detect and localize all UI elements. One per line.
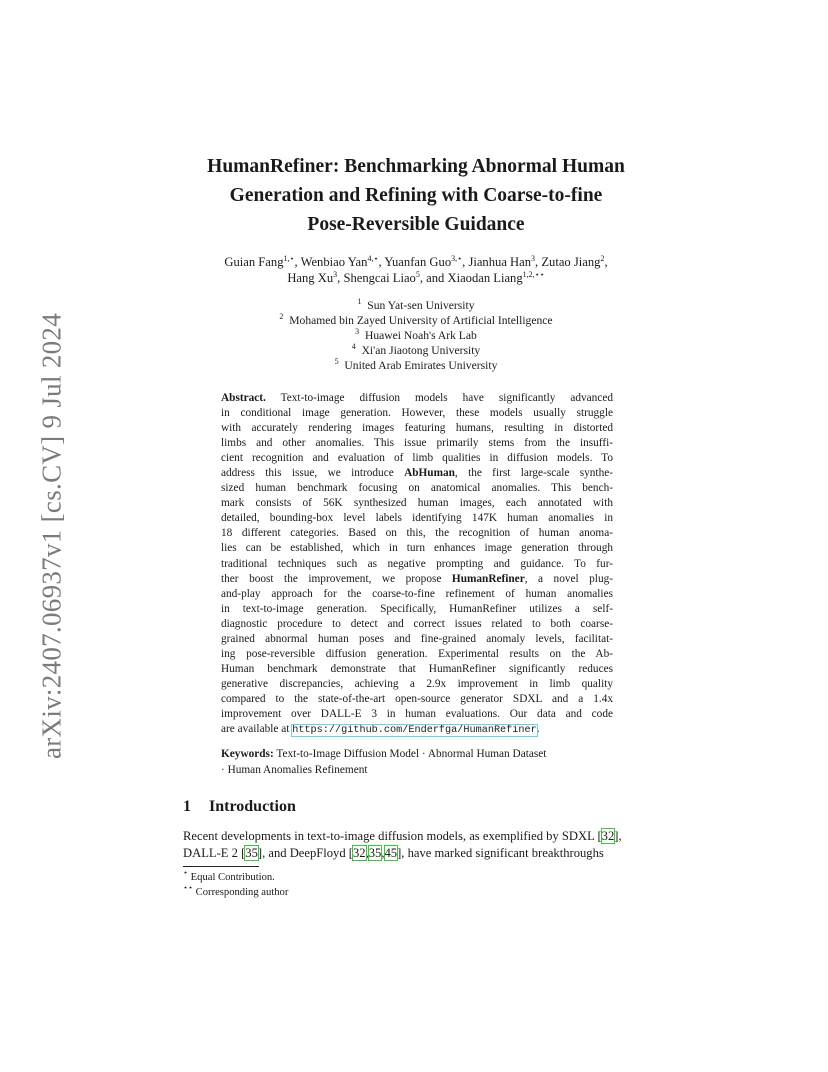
github-link[interactable]: https://github.com/Enderfga/HumanRefiner: [292, 725, 537, 737]
author-list: [150, 254, 682, 286]
author-name: Zutao Jiang: [541, 255, 601, 269]
abstract-line: detailed, bounding-box level labels identifying 147K human anomalies in: [221, 512, 613, 525]
author-line: Guian Fang$^{1,⋆}$, Wenbiao Yan$^{4,⋆}$, Yuanfan Guo$^{3,⋆}$, Jianhua Han$^3$, Zutao Jiang$^2$,: [224, 254, 608, 269]
title-line: HumanRefiner: Benchmarking Abnormal Human: [207, 156, 625, 177]
keywords: [221, 747, 613, 778]
footnotes: [183, 868, 289, 900]
author-name: Jianhua Han: [468, 255, 532, 269]
author-name: Guian Fang: [224, 255, 284, 269]
abstract-line: mark consists of 56K synthesized human images, each annotated with: [221, 497, 613, 510]
section-heading: [183, 798, 296, 816]
abstract-line: grained abnormal human poses and fine-grained anomaly levels, facilitat-: [221, 632, 613, 645]
abstract-line: improvement over DALL-E 3 in human evaluations. Our data and code: [221, 707, 613, 720]
section-title: Introduction: [209, 798, 296, 815]
abstract-line: lies can be established, which in turn enhances image generation through: [221, 542, 613, 555]
keywords-line: Keywords: Text-to-Image Diffusion Model · Abnormal Human Dataset: [221, 748, 547, 760]
citation-link[interactable]: 35: [245, 846, 258, 860]
author-affil: 2: [600, 254, 605, 263]
affiliation-list: [150, 298, 682, 373]
footnote-rule: [183, 866, 259, 867]
abstract-line: in conditional image generation. However, these models usually struggle: [221, 407, 613, 420]
author-affil: 1,⋆: [283, 254, 295, 263]
abstract-line: diagnostic procedure to detect and correct issues related to both coarse-: [221, 617, 613, 630]
intro-line: DALL-E 2 [35], and DeepFloyd [32,35,45], have marked significant breakthroughs: [183, 846, 604, 860]
author-affil: 4,⋆: [367, 254, 379, 263]
footnote: ⋆⋆ Corresponding author: [183, 882, 289, 898]
abstract-line: address this issue, we introduce AbHuman, the first large-scale synthe-: [221, 467, 613, 480]
abstract-line: limbs and other anomalies. This issue primarily stems from the insuffi-: [221, 437, 613, 450]
title-line: Pose-Reversible Guidance: [307, 214, 525, 235]
keywords-line: · Human Anomalies Refinement: [221, 763, 368, 776]
citation-link[interactable]: 45: [384, 846, 398, 860]
affiliation: $^3$ Huawei Noah's Ark Lab: [355, 327, 477, 342]
paper-title: [150, 152, 682, 239]
abstract: [221, 391, 613, 737]
abstract-label: Abstract.: [221, 392, 266, 404]
abstract-line: Human benchmark demonstrate that HumanRefiner significantly reduces: [221, 662, 613, 675]
author-line: Hang Xu$^3$, Shengcai Liao$^5$, and Xiaodan Liang$^{1,2,⋆⋆}$: [287, 270, 545, 285]
author-affil: 3: [531, 254, 536, 263]
author-name: Yuanfan Guo: [384, 255, 452, 269]
affiliation: $^4$ Xi'an Jiaotong University: [351, 342, 481, 357]
author-affil: 1,2,⋆⋆: [522, 270, 545, 279]
abstract-line: are available at https://github.com/Enderfga/HumanRefiner.: [221, 723, 540, 737]
abstract-line: 18 different categories. Based on this, the recognition of human anoma-: [221, 527, 613, 540]
footnote: ⋆ Equal Contribution.: [183, 868, 275, 883]
author-affil: 5: [415, 270, 420, 279]
author-affil: 3: [333, 270, 338, 279]
citation-link[interactable]: 32: [353, 846, 366, 860]
abstract-line: ther boost the improvement, we propose HumanRefiner, a novel plug-: [221, 572, 614, 585]
citation-link[interactable]: 35: [368, 846, 382, 860]
abstract-line: Abstract. Text-to-image diffusion models have significantly advanced: [221, 392, 614, 404]
author-affil: 3,⋆: [451, 254, 463, 263]
method-name: HumanRefiner: [451, 572, 525, 585]
abstract-line: and-play approach for the coarse-to-fine refinement of human anomalies: [221, 587, 613, 600]
abstract-line: with accurately rendering images featuring humans, resulting in distorted: [221, 422, 613, 435]
abstract-line: in text-to-image generation. Specifically, HumanRefiner utilizes a self-: [221, 602, 613, 615]
author-name: Shengcai Liao: [343, 271, 416, 285]
author-name: Hang Xu: [287, 271, 334, 285]
author-name: Wenbiao Yan: [300, 255, 368, 269]
intro-paragraph: [183, 828, 669, 862]
abstract-line: traditional techniques such as negative prompting and guidance. To fur-: [221, 557, 613, 570]
keywords-label: Keywords:: [221, 748, 274, 760]
abstract-line: ing pose-reversible diffusion generation. Experimental results on the Ab-: [221, 647, 613, 660]
abstract-line: compared to the state-of-the-art open-source generator SDXL and a 1.4x: [221, 692, 613, 705]
section-number: 1: [183, 798, 191, 815]
affiliation: $^2$ Mohamed bin Zayed University of Artificial Intelligence: [279, 312, 553, 327]
abstract-line: sized human benchmark focusing on anatomical anomalies. This bench-: [221, 482, 613, 495]
abstract-line: cient recognition and evaluation of limb qualities in diffusion models. To: [221, 452, 613, 465]
dataset-name: AbHuman: [404, 467, 455, 480]
citation-link[interactable]: 32: [601, 829, 615, 843]
author-name: Xiaodan Liang: [447, 271, 523, 285]
affiliation: $^1$ Sun Yat-sen University: [357, 297, 475, 312]
abstract-line: generative discrepancies, achieving a 2.9x improvement in limb quality: [221, 677, 613, 690]
affiliation: $^5$ United Arab Emirates University: [334, 357, 498, 372]
title-line: Generation and Refining with Coarse-to-fine: [229, 185, 603, 206]
arxiv-identifier: arXiv:2407.06937v1 [cs.CV] 9 Jul 2024: [36, 312, 67, 760]
intro-line: Recent developments in text-to-image diffusion models, as exemplified by SDXL [32],: [183, 829, 622, 843]
